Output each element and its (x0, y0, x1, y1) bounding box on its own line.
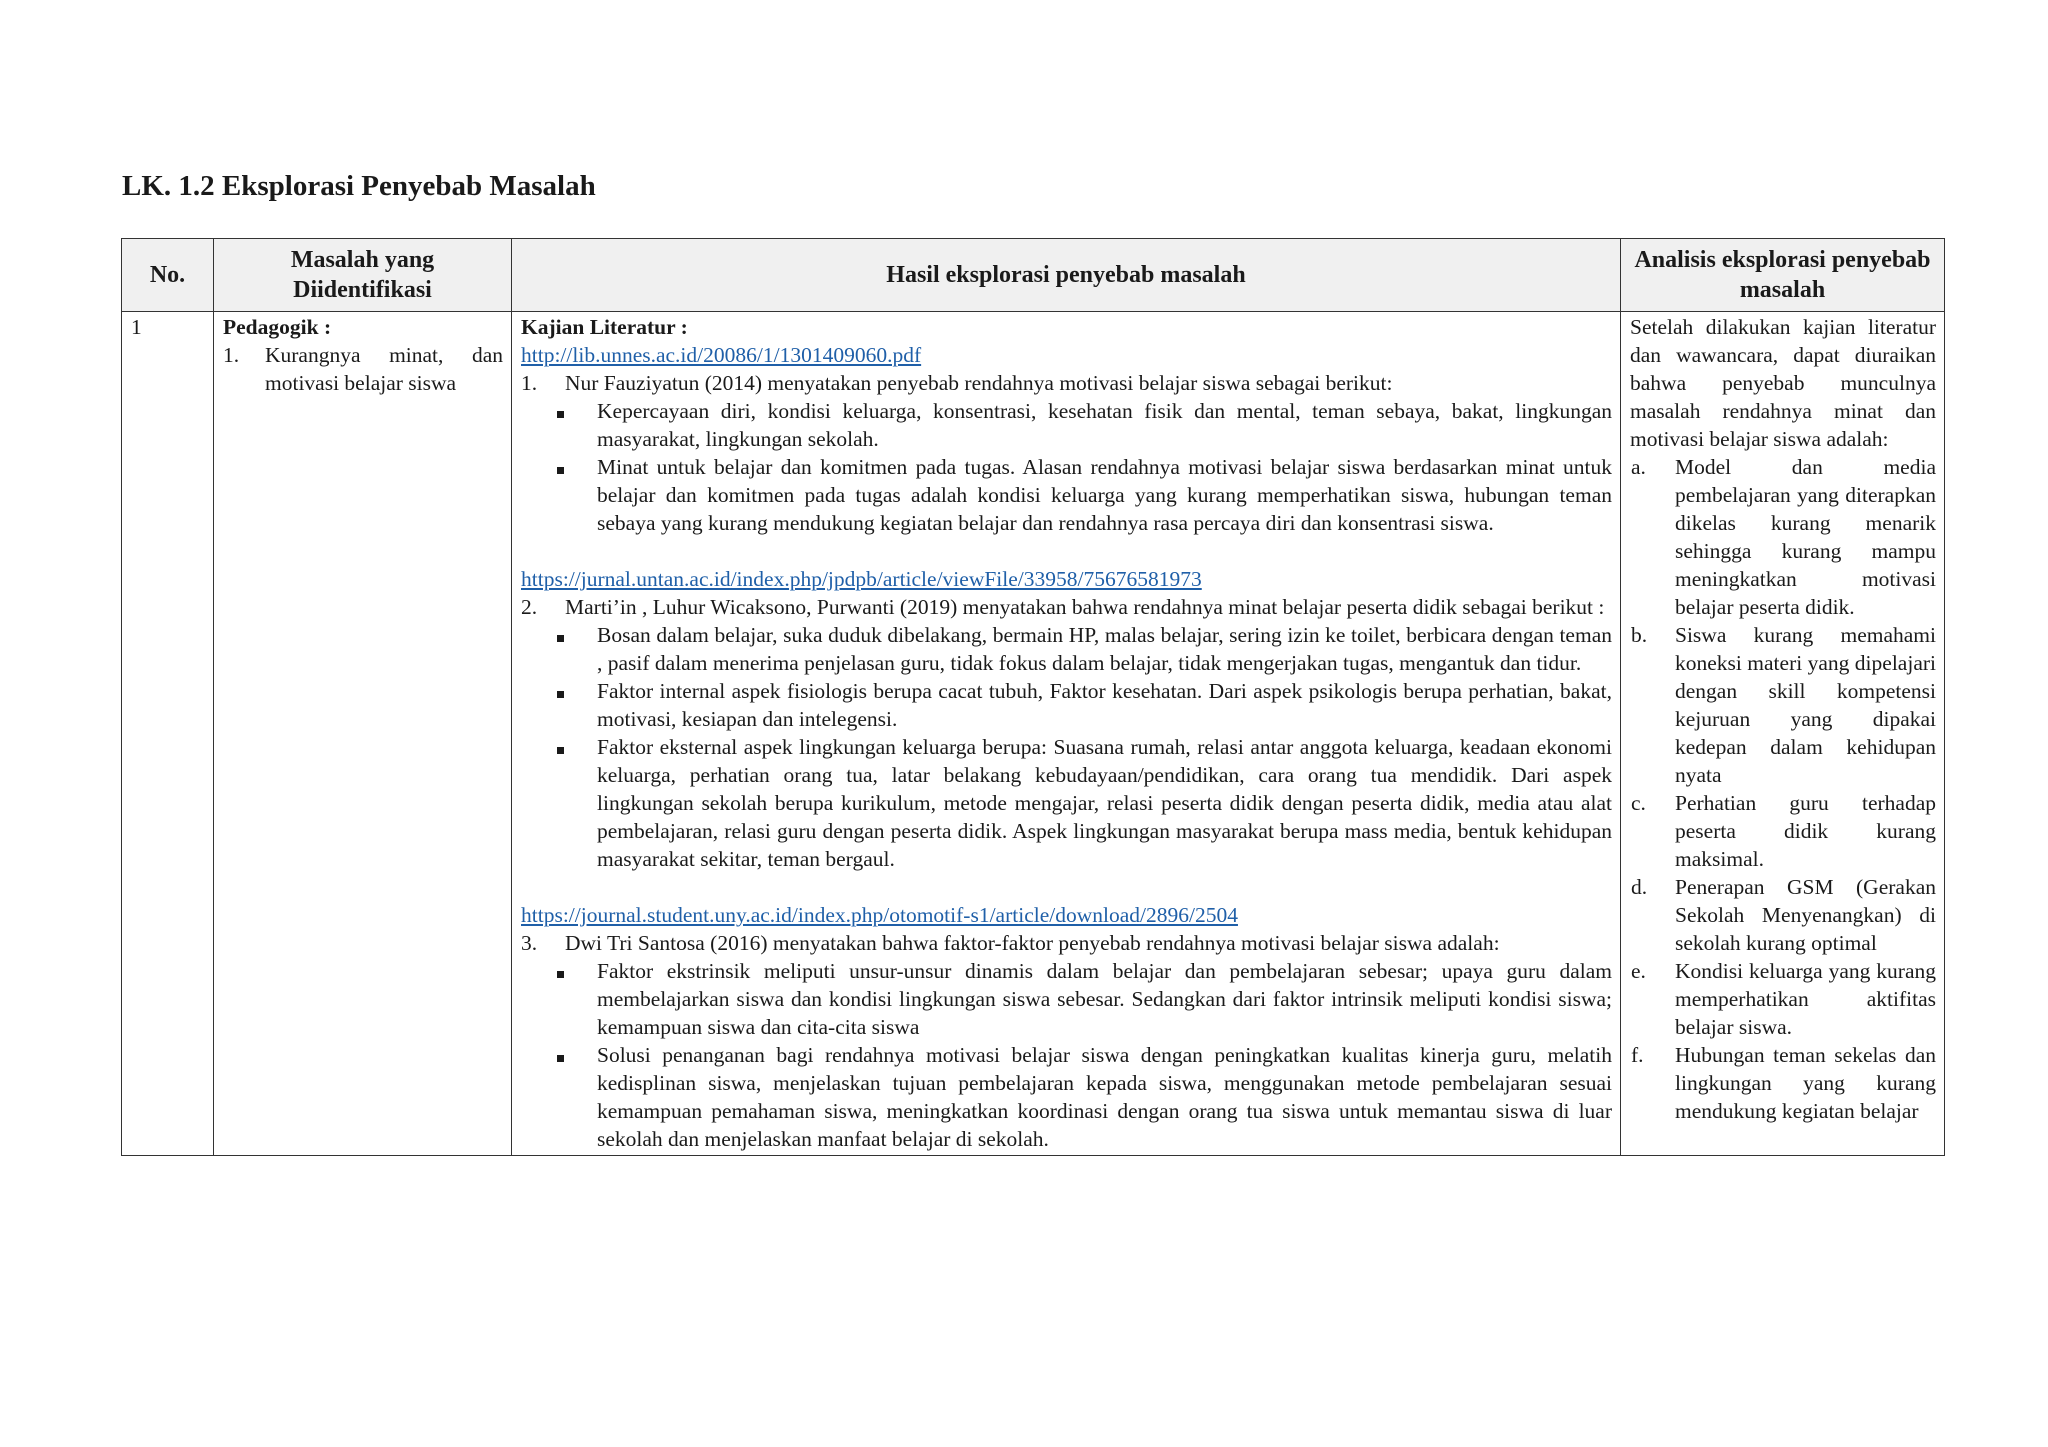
source-statement (521, 929, 1612, 957)
source-text: Nur Fauziyatun (2014) menyatakan penyebab rendahnya motivasi belajar siswa sebagai berikut: (565, 371, 1393, 395)
header-no: No. (122, 239, 214, 312)
document-title: LK. 1.2 Eksplorasi Penyebab Masalah (122, 170, 596, 202)
bullet-text: Solusi penanganan bagi rendahnya motivasi belajar siswa dengan peningkatkan kualitas kinerja guru, melatih kedisplinan siswa, menjelaskan tujuan pembelajaran kepada siswa, menggunakan metode pembelajaran sesuai kemampuan pemahaman siswa, meningkatkan koordinasi dengan orang tua siswa untuk memantau siswa di luar sekolah dan menjelaskan manfaat belajar di sekolah. (597, 1043, 1612, 1151)
bullet-text: Minat untuk belajar dan komitmen pada tugas. Alasan rendahnya motivasi belajar siswa berdasarkan minat untuk belajar dan komitmen pada tugas adalah kondisi keluarga yang kurang memperhatikan siswa, hubungan teman sebaya yang kurang mendukung kegiatan belajar dan rendahnya rasa percaya diri dan konsentrasi siswa. (597, 455, 1612, 535)
source-text: Marti’in , Luhur Wicaksono, Purwanti (2019) menyatakan bahwa rendahnya minat belajar peserta didik sebagai berikut : (565, 595, 1605, 619)
analysis-item-text: Kondisi keluarga yang kurang memperhatikan aktifitas belajar siswa. (1675, 959, 1936, 1039)
source-number: 3. (521, 931, 538, 955)
analysis-item-label: f. (1631, 1043, 1644, 1067)
analysis-item (1630, 957, 1936, 1041)
analysis-item-text: Hubungan teman sekelas dan lingkungan yang kurang mendukung kegiatan belajar (1675, 1043, 1936, 1123)
problem-category: Pedagogik : (223, 315, 332, 339)
analysis-item (1630, 621, 1936, 789)
analysis-item-label: d. (1631, 875, 1648, 899)
table-row (122, 312, 1945, 1156)
analysis-item-label: c. (1631, 791, 1646, 815)
analysis-item (1630, 1041, 1936, 1125)
bullet-text: Faktor internal aspek fisiologis berupa cacat tubuh, Faktor kesehatan. Dari aspek psikologis berupa perhatian, bakat, motivasi, kesiapan dan intelegensi. (597, 679, 1612, 731)
source-block (521, 341, 1612, 537)
bullet-item (521, 957, 1612, 1041)
analysis-intro: Setelah dilakukan kajian literatur dan wawancara, dapat diuraikan bahwa penyebab munculnya masalah rendahnya minat dan motivasi belajar siswa adalah: (1630, 315, 1936, 451)
exploration-table (121, 238, 1945, 1156)
bullet-item (521, 1041, 1612, 1153)
bullet-icon (557, 747, 564, 754)
bullet-item (521, 397, 1612, 453)
exploration-results-cell (512, 312, 1621, 1156)
problem-cell (214, 312, 512, 1156)
analysis-item-text: Penerapan GSM (Gerakan Sekolah Menyenangkan) di sekolah kurang optimal (1675, 875, 1936, 955)
analysis-cell (1621, 312, 1945, 1156)
source-link[interactable]: https://jurnal.untan.ac.id/index.php/jpdpb/article/viewFile/33958/75676581973 (521, 567, 1202, 591)
analysis-item-label: e. (1631, 959, 1646, 983)
source-statement (521, 369, 1612, 397)
source-text: Dwi Tri Santosa (2016) menyatakan bahwa faktor-faktor penyebab rendahnya motivasi belajar siswa adalah: (565, 931, 1500, 955)
bullet-icon (557, 971, 564, 978)
header-masalah: Masalah yang Diidentifikasi (214, 239, 512, 312)
bullet-text: Bosan dalam belajar, suka duduk dibelakang, bermain HP, malas belajar, sering izin ke toilet, berbicara dengan teman , pasif dalam menerima penjelasan guru, tidak fokus dalam belajar, tidak mengerjakan tugas, mengantuk dan tidur. (597, 623, 1612, 675)
bullet-text: Faktor eksternal aspek lingkungan keluarga berupa: Suasana rumah, relasi antar anggota keluarga, keadaan ekonomi keluarga, perhatian orang tua, latar belakang kebudayaan/pendidikan, cara orang tua mendidik. Dari aspek lingkungan sekolah berupa kurikulum, metode mengajar, relasi peserta didik dengan peserta didik, media atau alat pembelajaran, relasi guru dengan peserta didik. Aspek lingkungan masyarakat berupa mass media, bentuk kehidupan masyarakat sekitar, teman bergaul. (597, 735, 1612, 871)
analysis-item (1630, 789, 1936, 873)
analysis-item-label: a. (1631, 455, 1646, 479)
analysis-item (1630, 453, 1936, 621)
bullet-icon (557, 1055, 564, 1062)
bullet-item (521, 453, 1612, 537)
problem-item-number: 1. (223, 343, 240, 367)
source-number: 2. (521, 595, 538, 619)
bullet-icon (557, 467, 564, 474)
row-number: 1 (122, 312, 214, 1156)
analysis-item (1630, 873, 1936, 957)
header-analisis: Analisis eksplorasi penyebab masalah (1621, 239, 1945, 312)
bullet-icon (557, 635, 564, 642)
table-header-row (122, 239, 1945, 312)
source-block (521, 565, 1612, 873)
analysis-item-label: b. (1631, 623, 1648, 647)
bullet-text: Kepercayaan diri, kondisi keluarga, konsentrasi, kesehatan fisik dan mental, teman sebaya, bakat, lingkungan masyarakat, lingkungan sekolah. (597, 399, 1612, 451)
source-link[interactable]: https://journal.student.uny.ac.id/index.php/otomotif-s1/article/download/2896/2504 (521, 903, 1238, 927)
bullet-text: Faktor ekstrinsik meliputi unsur-unsur dinamis dalam belajar dan pembelajaran sebesar; upaya guru dalam membelajarkan siswa dan kondisi lingkungan siswa sebesar. Sedangkan dari faktor intrinsik meliputi kondisi siswa; kemampuan siswa dan cita-cita siswa (597, 959, 1612, 1039)
problem-item-text: Kurangnya minat, dan motivasi belajar siswa (265, 343, 503, 395)
bullet-item (521, 621, 1612, 677)
header-hasil: Hasil eksplorasi penyebab masalah (512, 239, 1621, 312)
source-block (521, 901, 1612, 1153)
bullet-item (521, 677, 1612, 733)
source-statement (521, 593, 1612, 621)
bullet-item (521, 733, 1612, 873)
analysis-item-text: Model dan media pembelajaran yang diterapkan dikelas kurang menarik sehingga kurang mampu meningkatkan motivasi belajar peserta didik. (1675, 455, 1936, 619)
literature-heading: Kajian Literatur : (521, 315, 688, 339)
analysis-item-text: Perhatian guru terhadap peserta didik kurang maksimal. (1675, 791, 1936, 871)
source-link[interactable]: http://lib.unnes.ac.id/20086/1/1301409060.pdf (521, 343, 922, 367)
problem-item (223, 341, 503, 397)
source-number: 1. (521, 371, 538, 395)
bullet-icon (557, 411, 564, 418)
analysis-item-text: Siswa kurang memahami koneksi materi yang dipelajari dengan skill kompetensi kejuruan yang dipakai kedepan dalam kehidupan nyata (1675, 623, 1936, 787)
bullet-icon (557, 691, 564, 698)
